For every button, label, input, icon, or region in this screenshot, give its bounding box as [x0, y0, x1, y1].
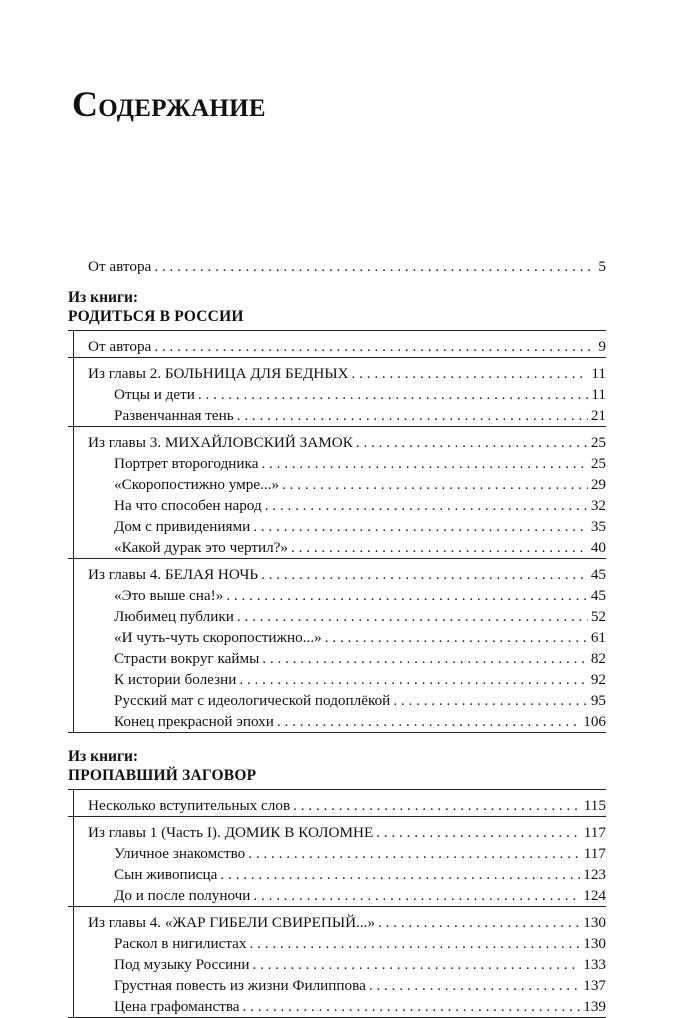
toc-leader-dots — [282, 474, 588, 495]
toc-entry-page: 45 — [590, 566, 606, 583]
toc-entry — [114, 843, 606, 864]
toc-entry — [114, 516, 606, 537]
toc-leader-dots — [261, 453, 587, 474]
toc-leader-dots — [369, 975, 580, 996]
toc-entry — [114, 711, 606, 732]
toc-entry-page: 21 — [590, 407, 606, 424]
group-vertical-rule — [73, 331, 74, 357]
toc-entry-title: Цена графоманства — [114, 998, 240, 1015]
group-vertical-rule — [73, 817, 74, 906]
group-vertical-rule — [73, 358, 74, 426]
toc-entry-page: 35 — [590, 518, 606, 535]
toc-entry — [114, 954, 606, 975]
toc-entry-page: 29 — [590, 476, 606, 493]
group-vertical-rule — [73, 427, 74, 558]
toc-entry — [114, 585, 606, 606]
toc-group — [0, 907, 675, 1017]
page-title: Содержание — [72, 84, 266, 124]
toc-entry — [114, 453, 606, 474]
toc-entry-title: Из главы 1 (Часть I). ДОМИК В КОЛОМНЕ — [88, 824, 374, 841]
toc-entry — [114, 537, 606, 558]
toc-entry-title: Раскол в нигилистах — [114, 935, 247, 952]
toc-entry — [114, 864, 606, 885]
toc-entry — [114, 474, 606, 495]
toc-entry — [88, 336, 606, 357]
toc-leader-dots — [376, 822, 581, 843]
toc-leader-dots — [291, 537, 588, 558]
toc-entry-page: 139 — [583, 998, 606, 1015]
toc-entry — [114, 495, 606, 516]
toc-leader-dots — [154, 256, 595, 277]
toc-group — [0, 331, 675, 357]
toc-entry-title: Под музыку Россини — [114, 956, 250, 973]
toc-entry-page: 133 — [583, 956, 606, 973]
book-name: ПРОПАВШИЙ ЗАГОВОР — [68, 767, 257, 784]
toc-entry-page: 92 — [590, 671, 606, 688]
toc-entry-title: Уличное знакомство — [114, 845, 246, 862]
toc-entry-page: 123 — [583, 866, 606, 883]
book-name: РОДИТЬСЯ В РОССИИ — [68, 308, 244, 325]
toc-entry-page: 32 — [590, 497, 606, 514]
toc-leader-dots — [250, 933, 581, 954]
book-heading — [68, 288, 675, 326]
toc-entry-title: От автора — [88, 258, 152, 275]
toc-entry-page: 40 — [590, 539, 606, 556]
toc-entry-page: 95 — [590, 692, 606, 709]
toc-entry — [88, 363, 606, 384]
toc-entry-page: 124 — [583, 887, 606, 904]
toc-entry-title: Несколько вступительных слов — [88, 797, 291, 814]
toc-leader-dots — [237, 405, 588, 426]
toc-entry-page: 9 — [598, 338, 606, 355]
toc-group — [0, 817, 675, 906]
toc-entry-title: Из главы 4. «ЖАР ГИБЕЛИ СВИРЕПЫЙ...» — [88, 914, 376, 931]
toc-entry — [114, 405, 606, 426]
toc-group — [0, 427, 675, 558]
toc-entry — [88, 822, 606, 843]
toc-entry-title: К истории болезни — [114, 671, 237, 688]
toc-entry — [88, 564, 606, 585]
toc-entry-title: Дом с привидениями — [114, 518, 251, 535]
toc-entry-title: «И чуть-чуть скоропостижно...» — [114, 629, 322, 646]
toc-leader-dots — [198, 384, 588, 405]
toc-entry-title: «Скоропостижно умре...» — [114, 476, 280, 493]
spacer — [0, 277, 675, 288]
toc-leader-dots — [325, 627, 588, 648]
toc-entry-title: «Какой дурак это чертил?» — [114, 539, 289, 556]
toc-entry-title: Развенчанная тень — [114, 407, 234, 424]
toc-entry — [114, 996, 606, 1017]
toc-entry-title: Из главы 4. БЕЛАЯ НОЧЬ — [88, 566, 259, 583]
toc-entry-page: 52 — [590, 608, 606, 625]
group-vertical-rule — [73, 790, 74, 816]
toc-leader-dots — [253, 954, 581, 975]
toc-entry — [114, 933, 606, 954]
toc-leader-dots — [261, 564, 588, 585]
toc-entry-page: 115 — [583, 797, 606, 814]
toc-leader-dots — [262, 648, 588, 669]
toc-entry-title: До и после полуночи — [114, 887, 251, 904]
toc-entry — [114, 690, 606, 711]
toc-entry-title: «Это выше сна!» — [114, 587, 224, 604]
toc-entry-page: 130 — [583, 935, 606, 952]
toc-entry-title: Из главы 3. МИХАЙЛОВСКИЙ ЗАМОК — [88, 434, 353, 451]
toc-entry-page: 117 — [583, 845, 606, 862]
toc-entry-title: Любимец публики — [114, 608, 234, 625]
table-of-contents — [0, 256, 675, 1018]
toc-entry-page: 25 — [590, 455, 606, 472]
toc-entry-title: Конец прекрасной эпохи — [114, 713, 274, 730]
book-from-label: Из книги: — [68, 289, 139, 306]
toc-leader-dots — [393, 690, 588, 711]
toc-leader-dots — [220, 864, 580, 885]
toc-entry-title: Русский мат с идеологической подоплёкой — [114, 692, 391, 709]
toc-entry-title: Страсти вокруг каймы — [114, 650, 260, 667]
book-heading — [68, 747, 675, 785]
toc-entry — [114, 975, 606, 996]
toc-entry-page: 45 — [590, 587, 606, 604]
toc-leader-dots — [352, 363, 589, 384]
toc-entry — [114, 885, 606, 906]
toc-entry-title: Портрет второгодника — [114, 455, 259, 472]
toc-entry — [88, 912, 606, 933]
toc-group — [0, 559, 675, 732]
toc-entry-page: 5 — [598, 258, 606, 275]
toc-entry-page: 130 — [583, 914, 606, 931]
toc-entry — [88, 256, 606, 277]
toc-leader-dots — [237, 606, 588, 627]
toc-entry — [114, 384, 606, 405]
toc-entry — [114, 669, 606, 690]
toc-entry — [114, 648, 606, 669]
toc-leader-dots — [253, 516, 588, 537]
toc-entry-title: Грустная повесть из жизни Филиппова — [114, 977, 366, 994]
toc-entry-page: 137 — [583, 977, 606, 994]
toc-entry-page: 25 — [590, 434, 606, 451]
toc-entry-title: Сын живописца — [114, 866, 218, 883]
toc-leader-dots — [154, 336, 595, 357]
toc-entry-title: Отцы и дети — [114, 386, 195, 403]
toc-entry-title: Из главы 2. БОЛЬНИЦА ДЛЯ БЕДНЫХ — [88, 365, 349, 382]
group-vertical-rule — [73, 907, 74, 1017]
toc-leader-dots — [356, 432, 588, 453]
toc-entry — [114, 627, 606, 648]
toc-leader-dots — [226, 585, 587, 606]
toc-entry-page: 11 — [591, 365, 606, 382]
toc-entry-page: 61 — [590, 629, 606, 646]
toc-entry — [88, 432, 606, 453]
toc-entry — [88, 795, 606, 816]
toc-group — [0, 358, 675, 426]
toc-leader-dots — [239, 669, 587, 690]
toc-entry-page: 106 — [583, 713, 606, 730]
toc-leader-dots — [277, 711, 580, 732]
book-from-label: Из книги: — [68, 748, 139, 765]
toc-leader-dots — [253, 885, 580, 906]
toc-entry — [114, 606, 606, 627]
toc-leader-dots — [248, 843, 581, 864]
toc-leader-dots — [378, 912, 580, 933]
toc-entry-title: На что способен народ — [114, 497, 262, 514]
toc-entry-page: 11 — [591, 386, 606, 403]
toc-leader-dots — [265, 495, 588, 516]
spacer — [0, 733, 675, 747]
toc-group — [0, 790, 675, 816]
toc-entry-page: 82 — [590, 650, 606, 667]
toc-entry-title: От автора — [88, 338, 152, 355]
toc-leader-dots — [243, 996, 581, 1017]
toc-entry-page: 117 — [583, 824, 606, 841]
toc-leader-dots — [293, 795, 581, 816]
group-vertical-rule — [73, 559, 74, 732]
